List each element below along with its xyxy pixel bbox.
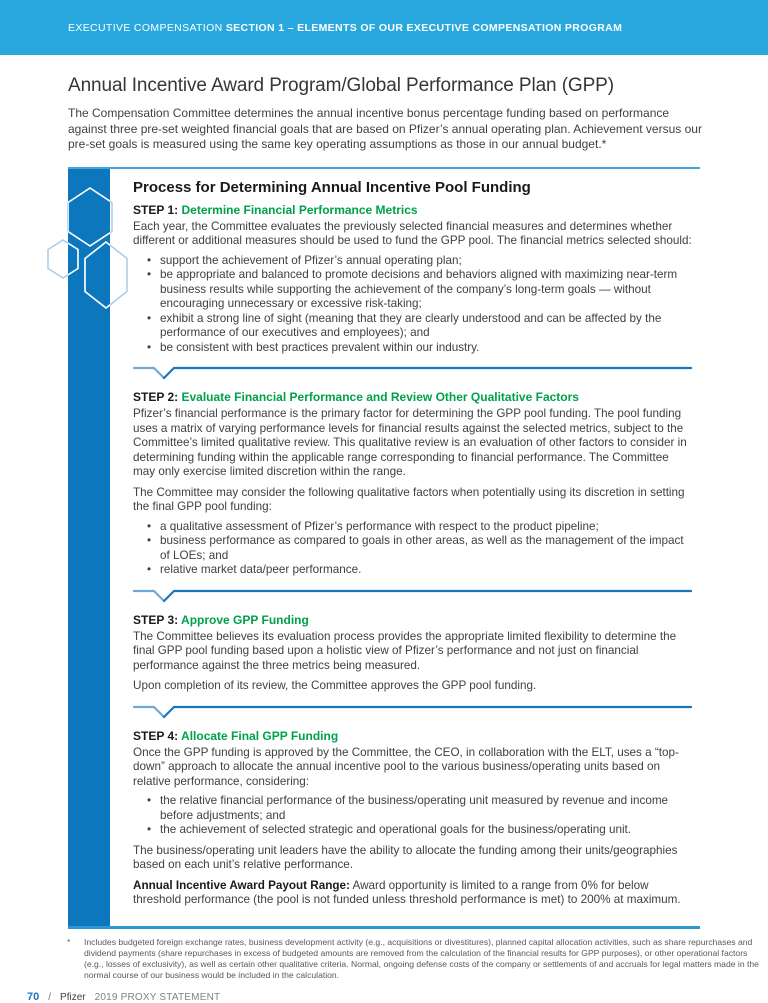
bullet-item: • a qualitative assessment of Pfizer’s performance with respect to the product pipeline; — [147, 520, 692, 535]
bullet-item: • exhibit a strong line of sight (meaning that they are clearly understood and can be affected by the performance of our executives and employees); and — [147, 312, 692, 341]
left-accent-bar — [68, 169, 110, 926]
step-title: Determine Financial Performance Metrics — [181, 202, 418, 217]
step-paragraph: The Committee may consider the following qualitative factors when potentially using its discretion in setting the final GPP pool funding: — [133, 485, 685, 513]
steps-container — [133, 203, 692, 908]
step-paragraph — [133, 879, 692, 908]
chevron-down-icon — [134, 707, 164, 717]
step-paragraph: Pfizer’s financial performance is the primary factor for determining the GPP pool funding. The pool funding uses a matrix of varying performance levels for financial results against the selected metrics, subject to the Committee’s limited qualitative review. This qualitative review is an evaluation of other factors to consider in determining funding within the applicable range corresponding to financial performance. The Committee may only exercise limited discretion within the range. — [133, 407, 687, 478]
bullet-item: • business performance as compared to goals in other areas, as well as the management of the impact of LOEs; and — [147, 534, 692, 563]
chevron-down-icon — [134, 591, 164, 601]
step-title: Approve GPP Funding — [181, 612, 309, 627]
step-heading — [133, 390, 692, 404]
step-flow-divider — [133, 365, 692, 381]
header-section-name: EXECUTIVE COMPENSATION — [68, 21, 223, 34]
step-heading — [133, 203, 692, 217]
step-flow-divider — [133, 704, 692, 720]
bullet-item: • the achievement of selected strategic and operational goals for the business/operating unit. — [147, 823, 692, 838]
process-box-heading: Process for Determining Annual Incentive Pool Funding — [133, 178, 531, 196]
chevron-down-icon — [134, 368, 164, 378]
section-header-band — [0, 0, 768, 55]
step-label: STEP 2: — [133, 390, 179, 404]
bullet-item: • relative market data/peer performance. — [147, 563, 692, 578]
bullet-item: • be consistent with best practices prevalent within our industry. — [147, 341, 692, 356]
bullet-list — [133, 794, 692, 838]
step-paragraph: Each year, the Committee evaluates the previously selected financial measures and determines whether different or additional measures should be used to fund the GPP pool. The financial metrics selected should: — [133, 219, 692, 247]
footnote-marker: * — [67, 936, 71, 947]
step-heading — [133, 613, 692, 627]
footnote-text: Includes budgeted foreign exchange rates, business development activity (e.g., acquisitions or divestitures), planned capital allocation activities, such as share repurchases and dividend payments (share repurchases in excess of budgeted amounts are removed from the calculation of the financial results for GPP purposes), or other operational factors (e.g., losses of exclusivity), as well as certain other qualitative criteria. Normal, ongoing defense costs of the company or settlements of and accruals for legal matters made in the normal course of our business would be included in the calculation. — [84, 936, 759, 980]
intro-paragraph: The Compensation Committee determines the annual incentive bonus percentage funding based on performance against three pre-set weighted financial goals that are based on Pfizer’s annual operating plan. Achievement versus our pre-set goals is measured using the same key operating assumptions as those in our annual budget.* — [68, 106, 702, 151]
header-section-title: SECTION 1 – ELEMENTS OF OUR EXECUTIVE COMPENSATION PROGRAM — [225, 21, 623, 34]
document-name: 2019 PROXY STATEMENT — [94, 991, 221, 1003]
footnote — [67, 937, 760, 981]
step-title: Evaluate Financial Performance and Review Other Qualitative Factors — [181, 390, 579, 404]
step-section-4 — [133, 729, 692, 908]
page-title: Annual Incentive Award Program/Global Performance Plan (GPP) — [68, 75, 614, 96]
step-section-3 — [133, 613, 692, 694]
step-heading — [133, 729, 692, 743]
bullet-list — [133, 254, 692, 356]
bullet-list — [133, 520, 692, 578]
page-number: 70 — [27, 990, 40, 1003]
bullet-item: • be appropriate and balanced to promote decisions and behaviors aligned with maximizing near-term business results while supporting the achievement of the company’s long-term goals — without encouraging unnecessary or excessive risk-taking; — [147, 268, 692, 312]
step-paragraph: Upon completion of its review, the Committee approves the GPP pool funding. — [133, 679, 537, 692]
footer-separator: / — [48, 991, 52, 1003]
process-box — [68, 167, 700, 929]
step-paragraph: The business/operating unit leaders have the ability to allocate the funding among their units/geographies based on each unit’s relative performance. — [133, 843, 678, 871]
step-flow-divider — [133, 588, 692, 604]
step-paragraph: The Committee believes its evaluation process provides the appropriate limited flexibility to determine the final GPP pool funding based upon a holistic view of Pfizer’s performance and not just on financial performance against the three metrics being measured. — [133, 629, 677, 672]
paragraph-text: Award opportunity is limited to a range from 0% for below threshold performance (the pool is not funded unless threshold performance is met) to 200% at maximum. — [133, 878, 681, 906]
step-label: STEP 1: — [133, 202, 179, 217]
page-content — [0, 75, 768, 929]
step-label: STEP 4: — [133, 728, 179, 743]
step-title: Allocate Final GPP Funding — [181, 728, 339, 743]
paragraph-lead: Annual Incentive Award Payout Range: — [133, 878, 350, 892]
step-section-2 — [133, 390, 692, 578]
step-section-1 — [133, 203, 692, 356]
step-paragraph: Once the GPP funding is approved by the Committee, the CEO, in collaboration with the ELT, uses a “top-down” approach to allocate the annual incentive pool to the various business/operating units based on relative performance, considering: — [133, 745, 679, 788]
bullet-item: • the relative financial performance of the business/operating unit measured by revenue and income before adjustments; and — [147, 794, 692, 823]
step-label: STEP 3: — [133, 612, 179, 627]
bullet-item: • support the achievement of Pfizer’s annual operating plan; — [147, 254, 692, 269]
brand-name: Pfizer — [60, 991, 86, 1003]
section-header-text — [68, 22, 622, 34]
